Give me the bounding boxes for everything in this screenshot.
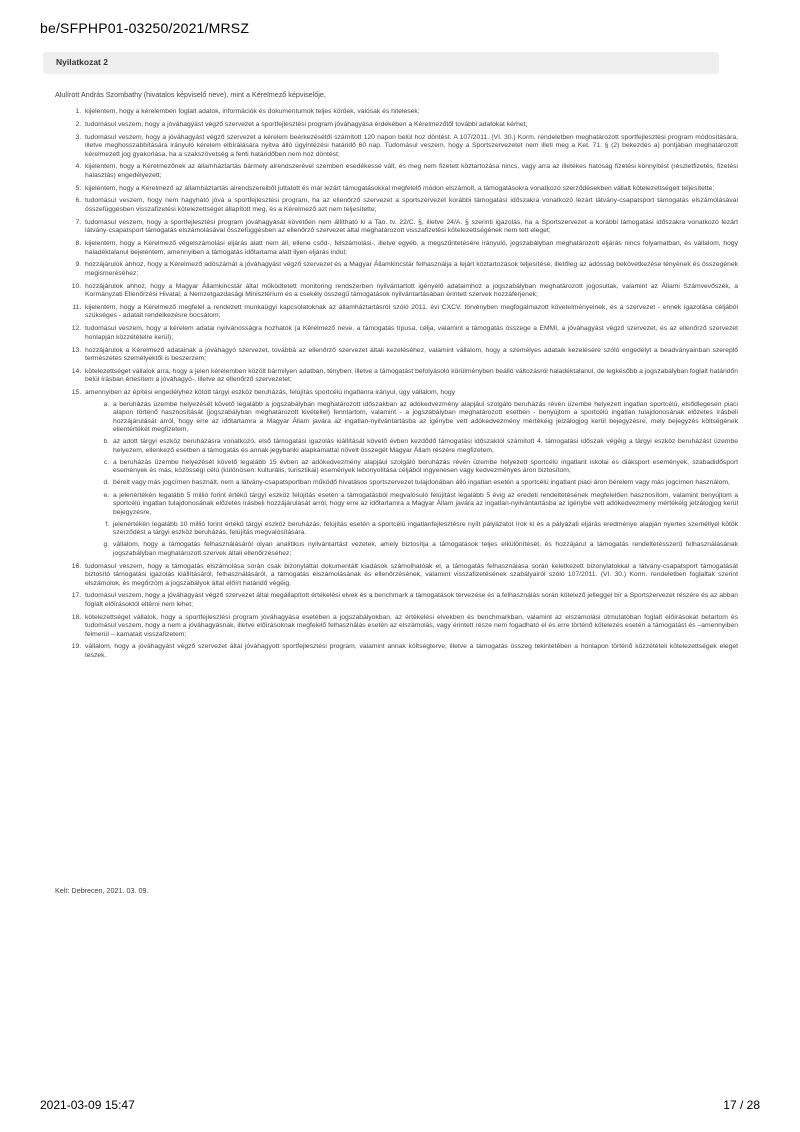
declaration-item: 10. hozzájárulok ahhoz, hogy a Magyar Államkincstár által működtetett monitoring rendszerben nyilvántartott igényélő adataimhoz a jogszabályban meghatározott jogosultak, valamint az Állami Számvevőszék, a Kormányzati Ellenőrzési Hivatal, a Nemzetgazdasági Minisztérium és a csekély összegű támogatások nyilvántartásában érintett szervek hozzáférjenek; [83,283,738,300]
declaration-item: 1. kijelentem, hogy a kérelemben foglalt adatok, információk és dokumentumok teljes körűek, valósak és hitelesek; [83,108,738,117]
declaration-item: 16. tudomásul veszem, hogy a támogatás elszámolása során csak bizonylattal dokumentált kiadások számolhatóak el, a támogatás felhasználása során keletkezett bizonylatokkal a látvány-csapatsport támogatását biztosító támogatási igazolás kiállításáról, felhasználásáról, a támogatás elszámolásának és ellenőrzésének, valamint visszafizetésének szabályairól szóló 107/2011. (VI. 30.) Korm. rendeletben foglaltak szerint elszámolok, és megőrzöm a jogszabályok által előírt határidő végéig. [83,563,738,589]
footer-timestamp: 2021-03-09 15:47 [40,1098,135,1112]
declaration-item: 9. hozzájárulok ahhoz, hogy a Kérelmező adószámát a jóváhagyást végző szervezet és a Magyar Államkincstár felhasználja a lejárt köztartozások teljesítése, illetőleg az adósság bekövetkezése tényének és összegének megismeréséhez; [83,261,738,278]
declaration-subitem: a. a beruházás üzembe helyezését követő legalább a jogszabályban meghatározott időszakban az adókedvezmény alapjául szolgáló beruházás révén üzembe helyezett ingatlan sportcélú, elsődlegesen piaci alapon történő hasznosítását (jogszabályban meghatározott kivétellel) fenntartom, valamint - a jogszabályban meghatározott esetben - benyújtom a sportcélú ingatlan tulajdonosának előzetes írásbeli hozzájárulását arról, hogy erre az időtartamra a Magyar Állam javára az ingatlan-nyilvántartásba az igénybe vett adókedvezmény mértékéig jelzálogjog kerül bejegyzésre, mely bejegyzés költségének ellentértékét megfizetem, [111,401,738,435]
declaration-item: 13. hozzájárulok a Kérelmező adatainak a jóváhagyó szervezet, továbbá az ellenőrző szervezet általi kezeléséhez, valamint vállalom, hogy a személyes adataik kezelésére szóló engedélyt a beadványainban szereplő természetes személyektől is beszerzem; [83,347,738,364]
declaration-item: 18. kötelezettséget vállalok, hogy a sportfejlesztési program jóváhagyása esetében a jogszabályokban, az értékelési elvekben és benchmarkban, valamint az elszámolási útmutatóban foglalt előírásokat betartom és tudomásul veszem, hogy a nem a jóváhagyásnak, illetve előírásoknak megfelelő felhasználás esetén az elszámolás, vagy érintett része nem fogadható el és erre történő kötelezés esetén a támogatást és –amennyiben felmerül – kamatait visszafizetem; [83,614,738,640]
declaration-item: 12. tudomásul veszem, hogy a kérelem adatai nyilvánosságra hozhatók (a Kérelmező neve, a támogatás típusa, célja, valamint a támogatás összege a EMMI, a jóváhagyást végző szervezet, és az ellenőrző szervezet honlapján közzétételre kerül); [83,325,738,342]
declaration-item: 4. kijelentem, hogy a Kérelmezőnek az államháztartás bármely alrendszerével szemben esedékessé vált, és meg nem fizetett köztartozása nincs, vagy arra az illetékes hatóság fizetési könnyítést (részletfizetés, fizetési halasztás) engedélyezett; [83,163,738,180]
declaration-item: 6. tudomásul veszem, hogy nem hagyható jóvá a sportfejlesztési program, ha az ellenőrző szervezet a sportszervezet korábbi támogatási időszakra vonatkozó lezárt látvány-csapatsport támogatás elszámolásával összefüggésben visszafizetési kötelezettségét állapított meg, és a Kérelmező azt nem teljesítette; [83,197,738,214]
declaration-subitem: d. bérelt vagy más jogcímen használt, nem a látvány-csapatsportban működő hivatásos sportszervezet tulajdonában álló ingatlan esetén a sportcélú ingatlant piaci áron bérelem vagy más jogcímen használom, [111,479,738,488]
declaration-item: 7. tudomásul veszem, hogy a sportfejlesztési program jóváhagyását követően nem állítható ki a Tao. tv. 22/C. §, illetve 24/A. § szerinti igazolás, ha a Sportszervezet a korábbi támogatási időszakra vonatkozó lezárt látvány-csapatsport támogatás elszámolásával összefüggésben az ellenőrző szervezet által meghatározott visszafizetési kötelezettségének nem tett eleget; [83,219,738,236]
declaration-list [55,108,738,665]
declaration-item: 2. tudomásul veszem, hogy a jóváhagyást végző szervezet a sportfejlesztési program jóváhagyása érdekében a Kérelmezőtől további adatokat kérhet; [83,121,738,130]
declaration-item: 14. kötelezettséget vállalok arra, hogy a jelen kérelemben közölt bármilyen adatban, tényben, illetve a támogatást befolyásoló körülményben beálló változásról haladéktalanul, de legkésőbb a jogszabályban foglalt határidőn belül írásban értesítem a jóváhagyó-, illetve az ellenőrző szervezetet; [83,368,738,385]
declaration-subitem: b. az adott tárgyi eszköz beruházásra vonatkozó, első támogatási igazolás kiállítását követő évben kezdődő támogatási időszaktól számított 4. támogatási időszak végéig a tárgyi eszköz beruházást üzembe helyezem, ellenkező esetben a támogatás és annak jegybanki alapkamattal növelt összegét Magyar Állam részére megfizetem, [111,438,738,455]
declaration-subitem: c. a beruházás üzembe helyezését követő legalább 15 évben az adókedvezmény alapjául szolgáló beruházás révén üzembe helyezett sportcélú ingatlant iskolai és diáksport események, szabadidősport események és más, közösségi célú (különösen: kulturális, turisztikai) események lebonyolítása céljából ingyenesen vagy kedvezményes áron biztosítom, [111,459,738,476]
declaration-item: 15. amennyiben az építési engedélyhez kötött tárgyi eszköz beruházás, felújítás sportcélú ingatlanra irányul, úgy vállalom, hogy a. a beruházás üzembe helyezését követő legalább a jogszabályban meghatározott időszakban az adókedvezmény alapjául szolgáló beruházás révén üzembe helyezett ingatlan sportcélú, elsődlegesen piaci alapon történő hasznosítását (jogszabályban meghatározott kivétellel) fenntartom, valamint - a jogszabályban meghatározott esetben - benyújtom a sportcélú ingatlan tulajdonosának előzetes írásbeli hozzájárulását arról, hogy erre az időtartamra a Magyar Állam javára az ingatlan-nyilvántartásba az igénybe vett adókedvezmény mértékéig jelzálogjog kerül bejegyzésre, mely bejegyzés költségének ellentértékét megfizetem, b. az adott tárgyi eszköz beruházásra vonatkozó, első támogatási igazolás kiállítását követő évben kezdődő támogatási időszaktól számított 4. támogatási időszak végéig a tárgyi eszköz beruházást üzembe helyezem, ellenkező esetben a támogatás és annak jegybanki alapkamattal növelt összegét Magyar Állam részére megfizetem, c. a beruházás üzembe helyezését követő legalább 15 évben az adókedvezmény alapjául szolgáló beruházás révén üzembe helyezett sportcélú ingatlant iskolai és diáksport események, szabadidősport események és más, közösségi célú (különösen: kulturális, turisztikai) események lebonyolítása céljából ingyenesen vagy kedvezményes áron biztosítom, d. bérelt vagy más jogcímen használt, nem a látvány-csapatsportban működő hivatásos sportszervezet tulajdonában álló ingatlan esetén a sportcélú ingatlant piaci áron bérelem vagy más jogcímen használom, e. a jelenértékén legalább 5 millió forint értékű tárgyi eszköz felújítás esetén a támogatásból megvalósuló felújítást legalább 5 évig az eredeti rendeltetésének megfelelően hasznosítom, valamint benyújtom a sportcélú ingatlan tulajdonosának előzetes írásbeli hozzájárulását arról, hogy erre az időtartamra a Magyar Állam javára az ingatlan-nyilvántartásba az igénybe vett adókedvezmény mértékéig jelzálogjog kerül bejegyzésre, f. jelenértékén legalább 10 millió forint értékű tárgyi eszköz beruházás, felújítás esetén a sportcélú ingatlanfejlesztésre nyílt pályázatot írok ki és a pályázati eljárás eredménye alapján nyertes személlyel kötök szerződést a tárgyi eszköz beruházás, felújítás megvalósítására. g. vállalom, hogy a támogatás felhasználásáról olyan analitikus nyilvántartást vezetek, amely biztosítja a támogatások teljes elkülönítését, és hozzájárul a támogatás rendeltetésszerű felhasználásának jogszabályban meghatározott szervek általi ellenőrzéséhez; [83,389,738,558]
document-id: be/SFPHP01-03250/2021/MRSZ [40,20,250,36]
declaration-subitem: e. a jelenértékén legalább 5 millió forint értékű tárgyi eszköz felújítás esetén a támogatásból megvalósuló felújítást legalább 5 évig az eredeti rendeltetésének megfelelően hasznosítom, valamint benyújtom a sportcélú ingatlan tulajdonosának előzetes írásbeli hozzájárulását arról, hogy erre az időtartamra a Magyar Állam javára az ingatlan-nyilvántartásba az igénybe vett adókedvezmény mértékéig jelzálogjog kerül bejegyzésre, [111,492,738,518]
declaration-item: 19. vállalom, hogy a jóváhagyást végző szervezet által jóváhagyott sportfejlesztési program, valamint annak költségterve, illetve a támogatás összeg tekintetében a honlapon történő közzétételi kötelezettségek eleget teszek. [83,643,738,660]
declaration-item: 17. tudomásul veszem, hogy a jóváhagyást végző szervezet által megállapított értékelési elvek és a benchmark a támogatások tervezése és a felhasználás során kötelező jelleggel bír a Sportszervezet részére és az abban foglalt előírásoktól eltérni nem lehet; [83,592,738,609]
declaration-item: 5. kijelentem, hogy a Kérelmező az államháztartás alrendszereiből juttatott és már lezárt támogatásokkal megfelelő módon elszámolt, a támogatásokra vonatkozó szerződésekben vállalt kötelezettségeit teljesítette; [83,185,738,194]
section-header [43,52,719,74]
declaration-subitem: g. vállalom, hogy a támogatás felhasználásáról olyan analitikus nyilvántartást vezetek, amely biztosítja a támogatások teljes elkülönítését, és hozzájárul a támogatás rendeltetésszerű felhasználásának jogszabályban meghatározott szervek általi ellenőrzéséhez; [111,541,738,558]
intro-text: Alulírott András Szombathy (hivatalos képviselő neve), mint a Kérelmező képviselője, [55,90,326,99]
signed-place-date: Kelt: Debrecen, 2021. 03. 09. [55,886,149,895]
declaration-item: 11. kijelentem, hogy a Kérelmező megfelel a rendezett munkaügyi kapcsolatoknak az államháztartásról szóló 2011. évi CXCV. törvényben megfogalmazott követelményeinek, és a szervezet - ennek igazolása céljából szükséges - adatait rendelkezésre bocsátom; [83,304,738,321]
declaration-subitem: f. jelenértékén legalább 10 millió forint értékű tárgyi eszköz beruházás, felújítás esetén a sportcélú ingatlanfejlesztésre nyílt pályázatot írok ki és a pályázati eljárás eredménye alapján nyertes személlyel kötök szerződést a tárgyi eszköz beruházás, felújítás megvalósítására. [111,521,738,538]
declaration-sublist [85,401,738,559]
footer-page-number: 17 / 28 [723,1098,760,1112]
declaration-item: 3. tudomásul veszem, hogy a jóváhagyást végző szervezet a kérelem beérkezésétől számított 120 napon belül hoz döntést. A 107/2011. (VI. 30.) Korm. rendeletben meghatározott sportfejlesztési program módosítására, illetve meghosszabbítására irányuló kérelem elbírálására nyitva álló ügyintézési határidő 60 nap. Tudomásul veszem, hogy a Sportszervezetet nem illeti meg a Ket. 71. § (2) bekezdés a) pontjában meghatározott kérelmezett jog gyakorlása, ha a szakszövetség a fenti határidőben nem hoz döntést; [83,134,738,160]
section-title: Nyilatkozat 2 [56,57,108,67]
declaration-item: 8. kijelentem, hogy a Kérelmező végelszámolási eljárás alatt nem áll, ellene csőd-, felszámolási-, illetve egyéb, a megszűntetésére irányuló, jogszabályban meghatározott eljárás nincs folyamatban, és vállalom, hogy haladéktalanul bejelentem, amennyiben a támogatás időtartama alatt ilyen eljárás indul; [83,240,738,257]
